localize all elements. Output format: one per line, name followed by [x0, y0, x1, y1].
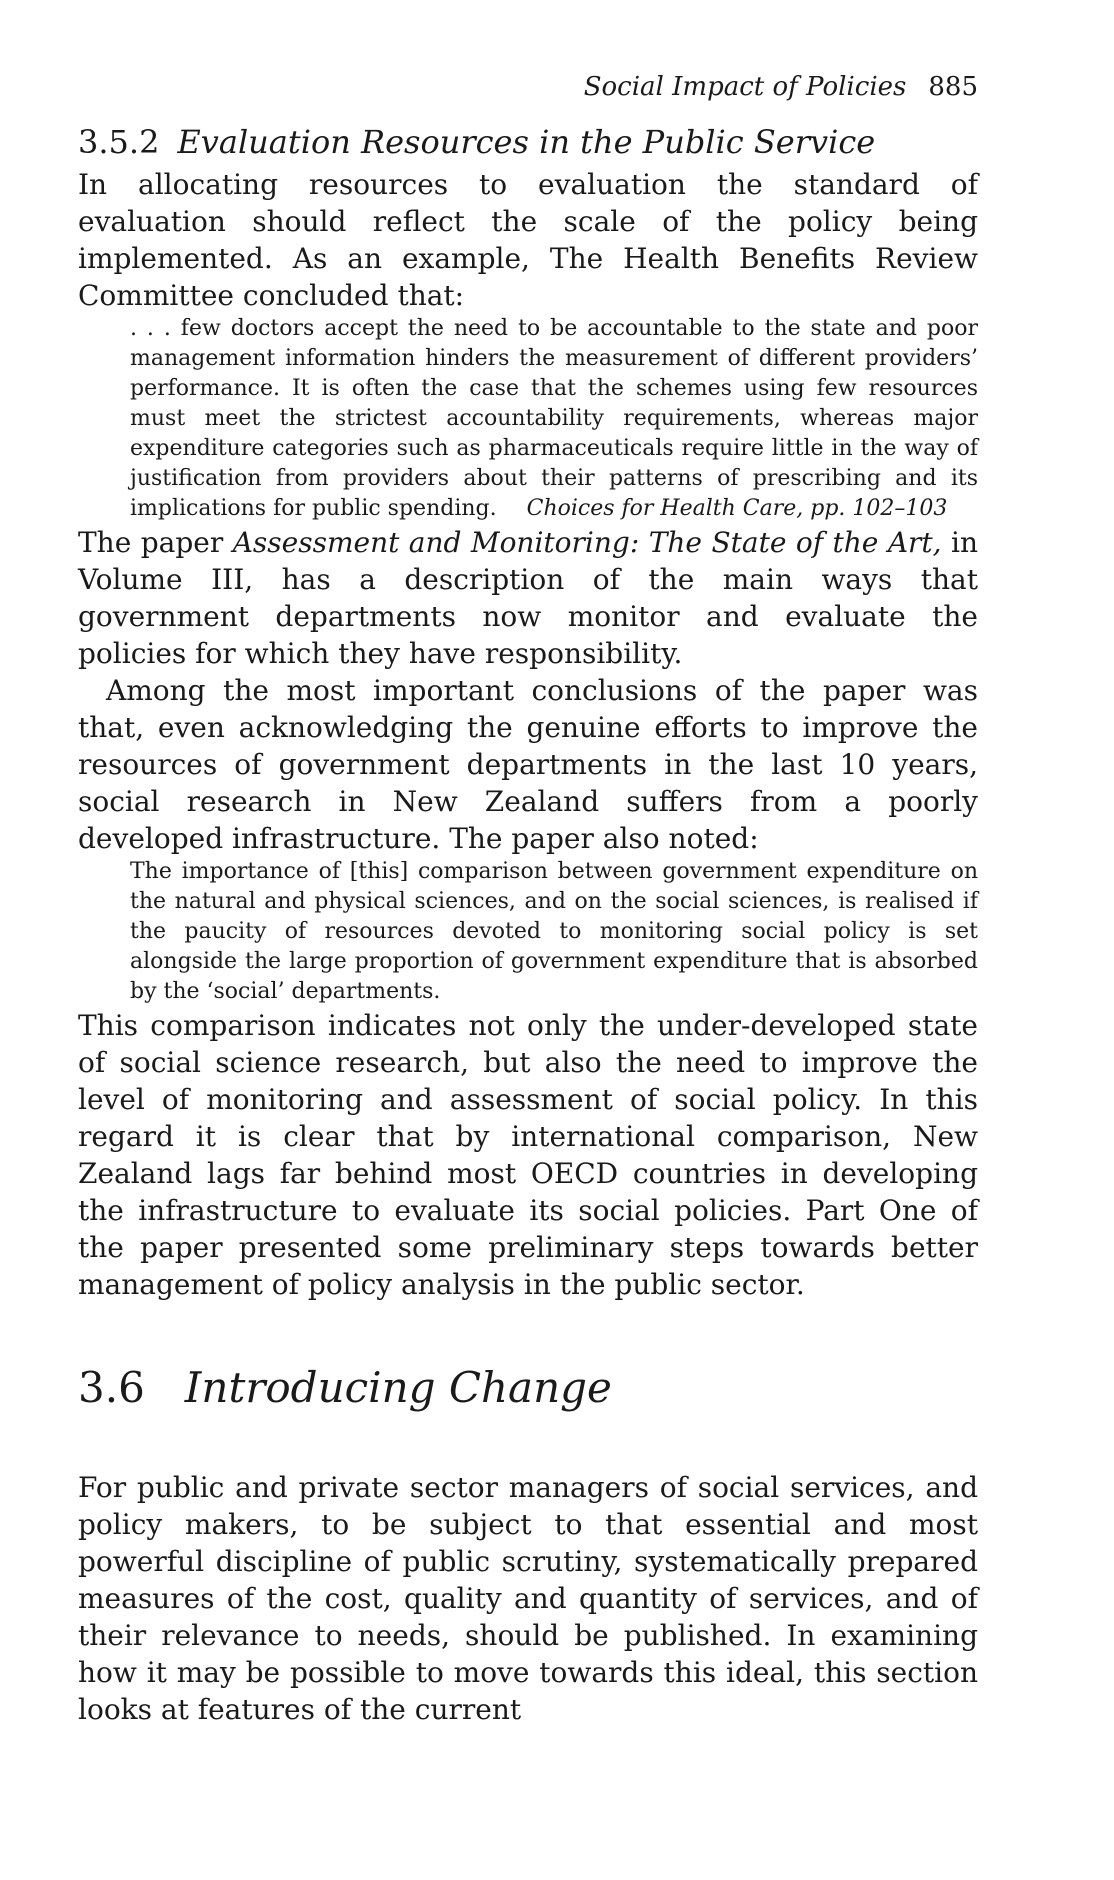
paragraph-2-paper-title: Assessment and Monitoring: The State of the Art,	[232, 526, 942, 559]
block-quote-2	[130, 857, 978, 1007]
subsection-heading	[78, 122, 978, 162]
section-title: Introducing Change	[184, 1363, 612, 1412]
paragraph-5: For public and private sector managers of social services, and policy makers, to be subject to that essential and most powerful discipline of public scrutiny, systematically prepared measures of the cost, quality and quantity of services, and of their relevance to needs, should be published. In examining how it may be possible to move towards this ideal, this section looks at features of the current	[78, 1471, 978, 1726]
subsection-title: Evaluation Resources in the Public Service	[177, 123, 876, 161]
section-heading	[78, 1363, 978, 1413]
running-head	[78, 70, 978, 104]
subsection-number: 3.5.2	[78, 123, 160, 161]
document-page	[78, 70, 978, 1728]
paragraph-4: This comparison indicates not only the under-developed state of social science research, but also the need to improve the level of monitoring and assessment of social policy. In this regard it is clear that by international comparison, New Zealand lags far behind most OECD countries in developing the infrastructure to evaluate its social policies. Part One of the paper presented some preliminary steps towards better management of policy analysis in the public sector.	[78, 1009, 978, 1301]
section-number: 3.6	[78, 1363, 145, 1412]
paragraph-2	[78, 524, 978, 672]
page-number: 885	[928, 72, 978, 102]
quote-2-text: The importance of [this] comparison between government expenditure on the natural and physical sciences, and on the social sciences, is realised if the paucity of resources devoted to monitoring social policy is set alongside the large proportion of government expenditure that is absorbed by the ‘social’ departments.	[130, 859, 978, 1004]
paragraph-2-lead: The paper	[78, 526, 233, 559]
quote-1-citation: Choices for Health Care, pp. 102–103	[526, 496, 948, 521]
quote-1-text: . . . few doctors accept the need to be accountable to the state and poor management information hinders the measurement of different providers’ performance. It is often the case that the schemes using few resources must meet the strictest accountability requirements, whereas major expenditure categories such as pharmaceuticals require little in the way of justification from providers about their patterns of prescribing and its implications for public spending.	[130, 316, 978, 521]
paragraph-3: Among the most important conclusions of the paper was that, even acknowledging the genuine efforts to improve the resources of government departments in the last 10 years, social research in New Zealand suffers from a poorly developed infrastructure. The paper also noted:	[78, 674, 978, 855]
paragraph-1: In allocating resources to evaluation the standard of evaluation should reflect the scale of the policy being implemented. As an example, The Health Benefits Review Committee concluded that:	[78, 168, 978, 312]
block-quote-1	[130, 314, 978, 524]
paragraph-2-rest: in Volume III, has a description of the main ways that government departments now monitor and evaluate the policies for which they have responsibility.	[78, 526, 979, 670]
running-head-title: Social Impact of Policies	[583, 72, 907, 102]
